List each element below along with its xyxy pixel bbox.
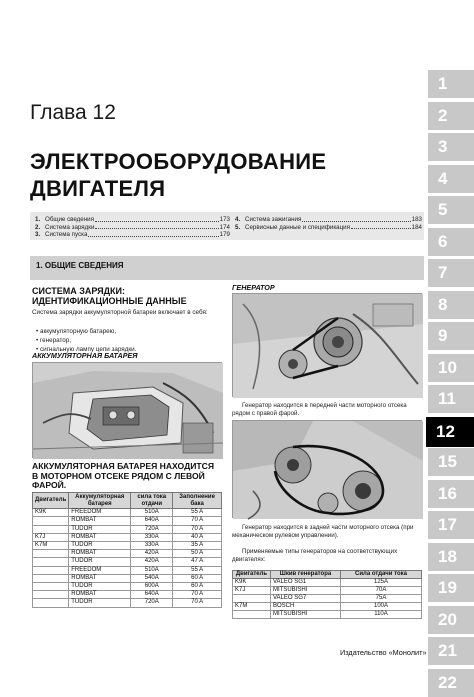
table-cell: 55 A bbox=[173, 566, 222, 574]
table-cell: K9K bbox=[33, 509, 69, 517]
table-header-row bbox=[33, 493, 222, 509]
table-of-contents bbox=[30, 212, 424, 240]
table-cell bbox=[33, 550, 69, 558]
table-cell: TUDOR bbox=[69, 583, 131, 591]
chapter-tab-18[interactable]: 18 bbox=[428, 543, 474, 571]
table-row bbox=[33, 591, 222, 599]
toc-number: 2. bbox=[35, 223, 41, 231]
list-item: • сигнальную лампу цепи зарядки. bbox=[36, 345, 226, 354]
table-cell: TUDOR bbox=[69, 542, 131, 550]
battery-table bbox=[32, 492, 222, 608]
table-cell: 640A bbox=[131, 517, 173, 525]
toc-title: Система зажигания bbox=[245, 216, 302, 223]
table-cell: TUDOR bbox=[69, 599, 131, 607]
table-cell: 75A bbox=[341, 595, 422, 603]
subheading-line-1: СИСТЕМА ЗАРЯДКИ: bbox=[32, 286, 125, 296]
table-cell: 510A bbox=[131, 566, 173, 574]
chapter-tabs bbox=[426, 66, 474, 692]
table-cell: 720A bbox=[131, 525, 173, 533]
table-cell: ROMBAT bbox=[69, 517, 131, 525]
toc-item[interactable] bbox=[235, 216, 422, 224]
table-cell: 70 A bbox=[173, 591, 222, 599]
table-cell: ROMBAT bbox=[69, 574, 131, 582]
table-cell: ROMBAT bbox=[69, 591, 131, 599]
toc-item[interactable] bbox=[35, 224, 230, 232]
table-cell: MITSUBISHI bbox=[271, 611, 341, 619]
table-row bbox=[33, 583, 222, 591]
column-header: Заполнение бака bbox=[173, 493, 222, 509]
column-header: сила тока отдачи bbox=[131, 493, 173, 509]
table-cell: 330A bbox=[131, 542, 173, 550]
table-cell: 540A bbox=[131, 574, 173, 582]
battery-caption: АККУМУЛЯТОРНАЯ БАТАРЕЯ НАХОДИТСЯ В МОТОРНОМ ОТСЕКЕ РЯДОМ С ЛЕВОЙ ФАРОЙ. bbox=[32, 461, 215, 491]
table-cell: 70A bbox=[341, 587, 422, 595]
table-cell: K7M bbox=[233, 603, 271, 611]
table-cell: 70 A bbox=[173, 599, 222, 607]
table-header-row bbox=[233, 571, 422, 579]
column-header: Аккумуляторная батарея bbox=[69, 493, 131, 509]
table-cell: MITSUBISHI bbox=[271, 587, 341, 595]
toc-number: 5. bbox=[235, 223, 241, 231]
list-item: • аккумуляторную батарею, bbox=[36, 327, 226, 336]
toc-leader bbox=[95, 216, 219, 222]
table-row bbox=[33, 558, 222, 566]
chapter-tab-8[interactable]: 8 bbox=[428, 291, 474, 319]
toc-left-column bbox=[35, 216, 230, 239]
generator-photo-rear-illustration bbox=[233, 421, 423, 519]
table-row bbox=[233, 595, 422, 603]
table-cell bbox=[33, 558, 69, 566]
generator-photo-rear bbox=[232, 420, 422, 518]
table-row bbox=[233, 579, 422, 587]
generator-photo-front bbox=[232, 293, 422, 397]
toc-page: 184 bbox=[411, 223, 422, 231]
table-cell: 35 A bbox=[173, 542, 222, 550]
toc-item[interactable] bbox=[35, 231, 230, 239]
table-cell: FREEDOM bbox=[69, 566, 131, 574]
table-row bbox=[233, 611, 422, 619]
table-cell bbox=[33, 517, 69, 525]
table-cell: 55 A bbox=[173, 509, 222, 517]
toc-number: 3. bbox=[35, 231, 41, 238]
table-row bbox=[33, 517, 222, 525]
bullet-list bbox=[36, 327, 226, 354]
table-cell: 600A bbox=[131, 583, 173, 591]
table-cell: 50 A bbox=[173, 550, 222, 558]
chapter-tab-15[interactable]: 15 bbox=[428, 448, 474, 476]
chapter-label: Глава 12 bbox=[30, 101, 116, 124]
toc-leader bbox=[95, 224, 218, 230]
chapter-tab-21[interactable]: 21 bbox=[428, 637, 474, 665]
table-cell: 125A bbox=[341, 579, 422, 587]
table-cell: 420A bbox=[131, 550, 173, 558]
chapter-tab-11[interactable]: 11 bbox=[428, 385, 474, 413]
generator-text-rear: Генератор находится в задней части моторного отсека (при механическом рулевом управлении). bbox=[232, 524, 414, 540]
table-cell: 420A bbox=[131, 558, 173, 566]
table-cell bbox=[33, 583, 69, 591]
toc-item[interactable] bbox=[35, 216, 230, 224]
table-row bbox=[33, 566, 222, 574]
toc-right-column bbox=[235, 216, 422, 231]
table-row bbox=[33, 509, 222, 517]
chapter-tab-9[interactable]: 9 bbox=[428, 322, 474, 350]
table-row bbox=[33, 550, 222, 558]
publisher-footer: Издательство «Монолит» bbox=[340, 648, 427, 657]
subheading bbox=[32, 286, 232, 306]
chapter-tab-10[interactable]: 10 bbox=[428, 354, 474, 382]
toc-item[interactable] bbox=[235, 224, 422, 232]
toc-page: 173 bbox=[219, 216, 230, 223]
table-cell bbox=[33, 599, 69, 607]
subheading-line-2: ИДЕНТИФИКАЦИОННЫЕ ДАННЫЕ bbox=[32, 296, 187, 306]
table-cell: 60 A bbox=[173, 583, 222, 591]
table-cell: VALEO SG1 bbox=[271, 579, 341, 587]
chapter-tab-2[interactable]: 2 bbox=[428, 102, 474, 130]
chapter-tab-1[interactable]: 1 bbox=[428, 70, 474, 98]
chapter-tab-4[interactable]: 4 bbox=[428, 165, 474, 193]
table-row bbox=[233, 587, 422, 595]
list-item: • генератор, bbox=[36, 336, 226, 345]
table-cell bbox=[33, 566, 69, 574]
table-cell: 47 A bbox=[173, 558, 222, 566]
battery-figure-label: АККУМУЛЯТОРНАЯ БАТАРЕЯ bbox=[32, 351, 138, 360]
page-title bbox=[30, 148, 326, 202]
table-cell: 510A bbox=[131, 509, 173, 517]
column-header: Двигатель bbox=[233, 571, 271, 579]
table-cell: K7J bbox=[233, 587, 271, 595]
chapter-tab-6[interactable]: 6 bbox=[428, 228, 474, 256]
chapter-tab-22[interactable]: 22 bbox=[428, 669, 474, 697]
generator-text-front: Генератор находится в передней части моторного отсека рядом с правой фарой. bbox=[232, 402, 407, 418]
toc-leader bbox=[302, 216, 410, 222]
table-row bbox=[233, 603, 422, 611]
table-cell: TUDOR bbox=[69, 525, 131, 533]
generator-table bbox=[232, 570, 422, 619]
toc-leader bbox=[351, 224, 411, 230]
table-cell: 40 A bbox=[173, 533, 222, 541]
table-row bbox=[33, 574, 222, 582]
table-cell: 100A bbox=[341, 603, 422, 611]
generator-photo-front-illustration bbox=[233, 294, 423, 398]
table-cell: K7J bbox=[33, 533, 69, 541]
battery-photo bbox=[32, 362, 222, 458]
chapter-tab-12[interactable]: 12 bbox=[426, 417, 474, 447]
table-cell: 720A bbox=[131, 599, 173, 607]
table-cell: 70 A bbox=[173, 525, 222, 533]
toc-page: 183 bbox=[411, 216, 422, 223]
generator-figure-label: ГЕНЕРАТОР bbox=[232, 283, 275, 292]
table-cell: K7M bbox=[33, 542, 69, 550]
toc-number: 1. bbox=[35, 216, 41, 223]
table-row bbox=[33, 599, 222, 607]
title-line-2: ДВИГАТЕЛЯ bbox=[30, 176, 166, 201]
toc-title: Общие сведения bbox=[45, 216, 94, 223]
toc-number: 4. bbox=[235, 216, 241, 223]
toc-title: Сервисные данные и спецификация bbox=[245, 223, 350, 231]
table-cell: BOSCH bbox=[271, 603, 341, 611]
table-cell bbox=[33, 591, 69, 599]
chapter-tab-17[interactable]: 17 bbox=[428, 511, 474, 539]
toc-title: Система пуска bbox=[45, 231, 88, 238]
chapter-tab-5[interactable]: 5 bbox=[428, 196, 474, 224]
section-heading: 1. ОБЩИЕ СВЕДЕНИЯ bbox=[30, 256, 424, 280]
table-cell: 330A bbox=[131, 533, 173, 541]
title-line-1: ЭЛЕКТРООБОРУДОВАНИЕ bbox=[30, 149, 327, 174]
chapter-tab-16[interactable]: 16 bbox=[428, 480, 474, 508]
table-row bbox=[33, 533, 222, 541]
table-cell: 60 A bbox=[173, 574, 222, 582]
table-cell bbox=[33, 525, 69, 533]
battery-photo-illustration bbox=[33, 363, 223, 459]
table-cell: TUDOR bbox=[69, 558, 131, 566]
table-cell: 640A bbox=[131, 591, 173, 599]
table-cell: ROMBAT bbox=[69, 550, 131, 558]
table-cell bbox=[233, 611, 271, 619]
chapter-tab-19[interactable]: 19 bbox=[428, 574, 474, 602]
table-cell: 70 A bbox=[173, 517, 222, 525]
table-cell: K9K bbox=[233, 579, 271, 587]
table-cell: VALEO SG7 bbox=[271, 595, 341, 603]
chapter-tab-7[interactable]: 7 bbox=[428, 259, 474, 287]
column-header: Сила отдачи тока bbox=[341, 571, 422, 579]
table-cell: FREEDOM bbox=[69, 509, 131, 517]
table-cell bbox=[233, 595, 271, 603]
column-header: Двигатель bbox=[33, 493, 69, 509]
table-row bbox=[33, 542, 222, 550]
table-cell bbox=[33, 574, 69, 582]
chapter-tab-20[interactable]: 20 bbox=[428, 606, 474, 634]
chapter-tab-3[interactable]: 3 bbox=[428, 133, 474, 161]
table-cell: ROMBAT bbox=[69, 533, 131, 541]
toc-title: Система зарядки bbox=[45, 223, 95, 231]
toc-leader bbox=[88, 231, 218, 237]
table-cell: 110A bbox=[341, 611, 422, 619]
toc-page: 179 bbox=[219, 231, 230, 238]
table-row bbox=[33, 525, 222, 533]
toc-page: 174 bbox=[219, 223, 230, 231]
intro-text: Система зарядки аккумуляторной батареи включает в себя: bbox=[32, 309, 208, 316]
column-header: Шкив генератора bbox=[271, 571, 341, 579]
generator-types-text: Применяемые типы генераторов на соответствующих двигателях: bbox=[232, 548, 398, 564]
